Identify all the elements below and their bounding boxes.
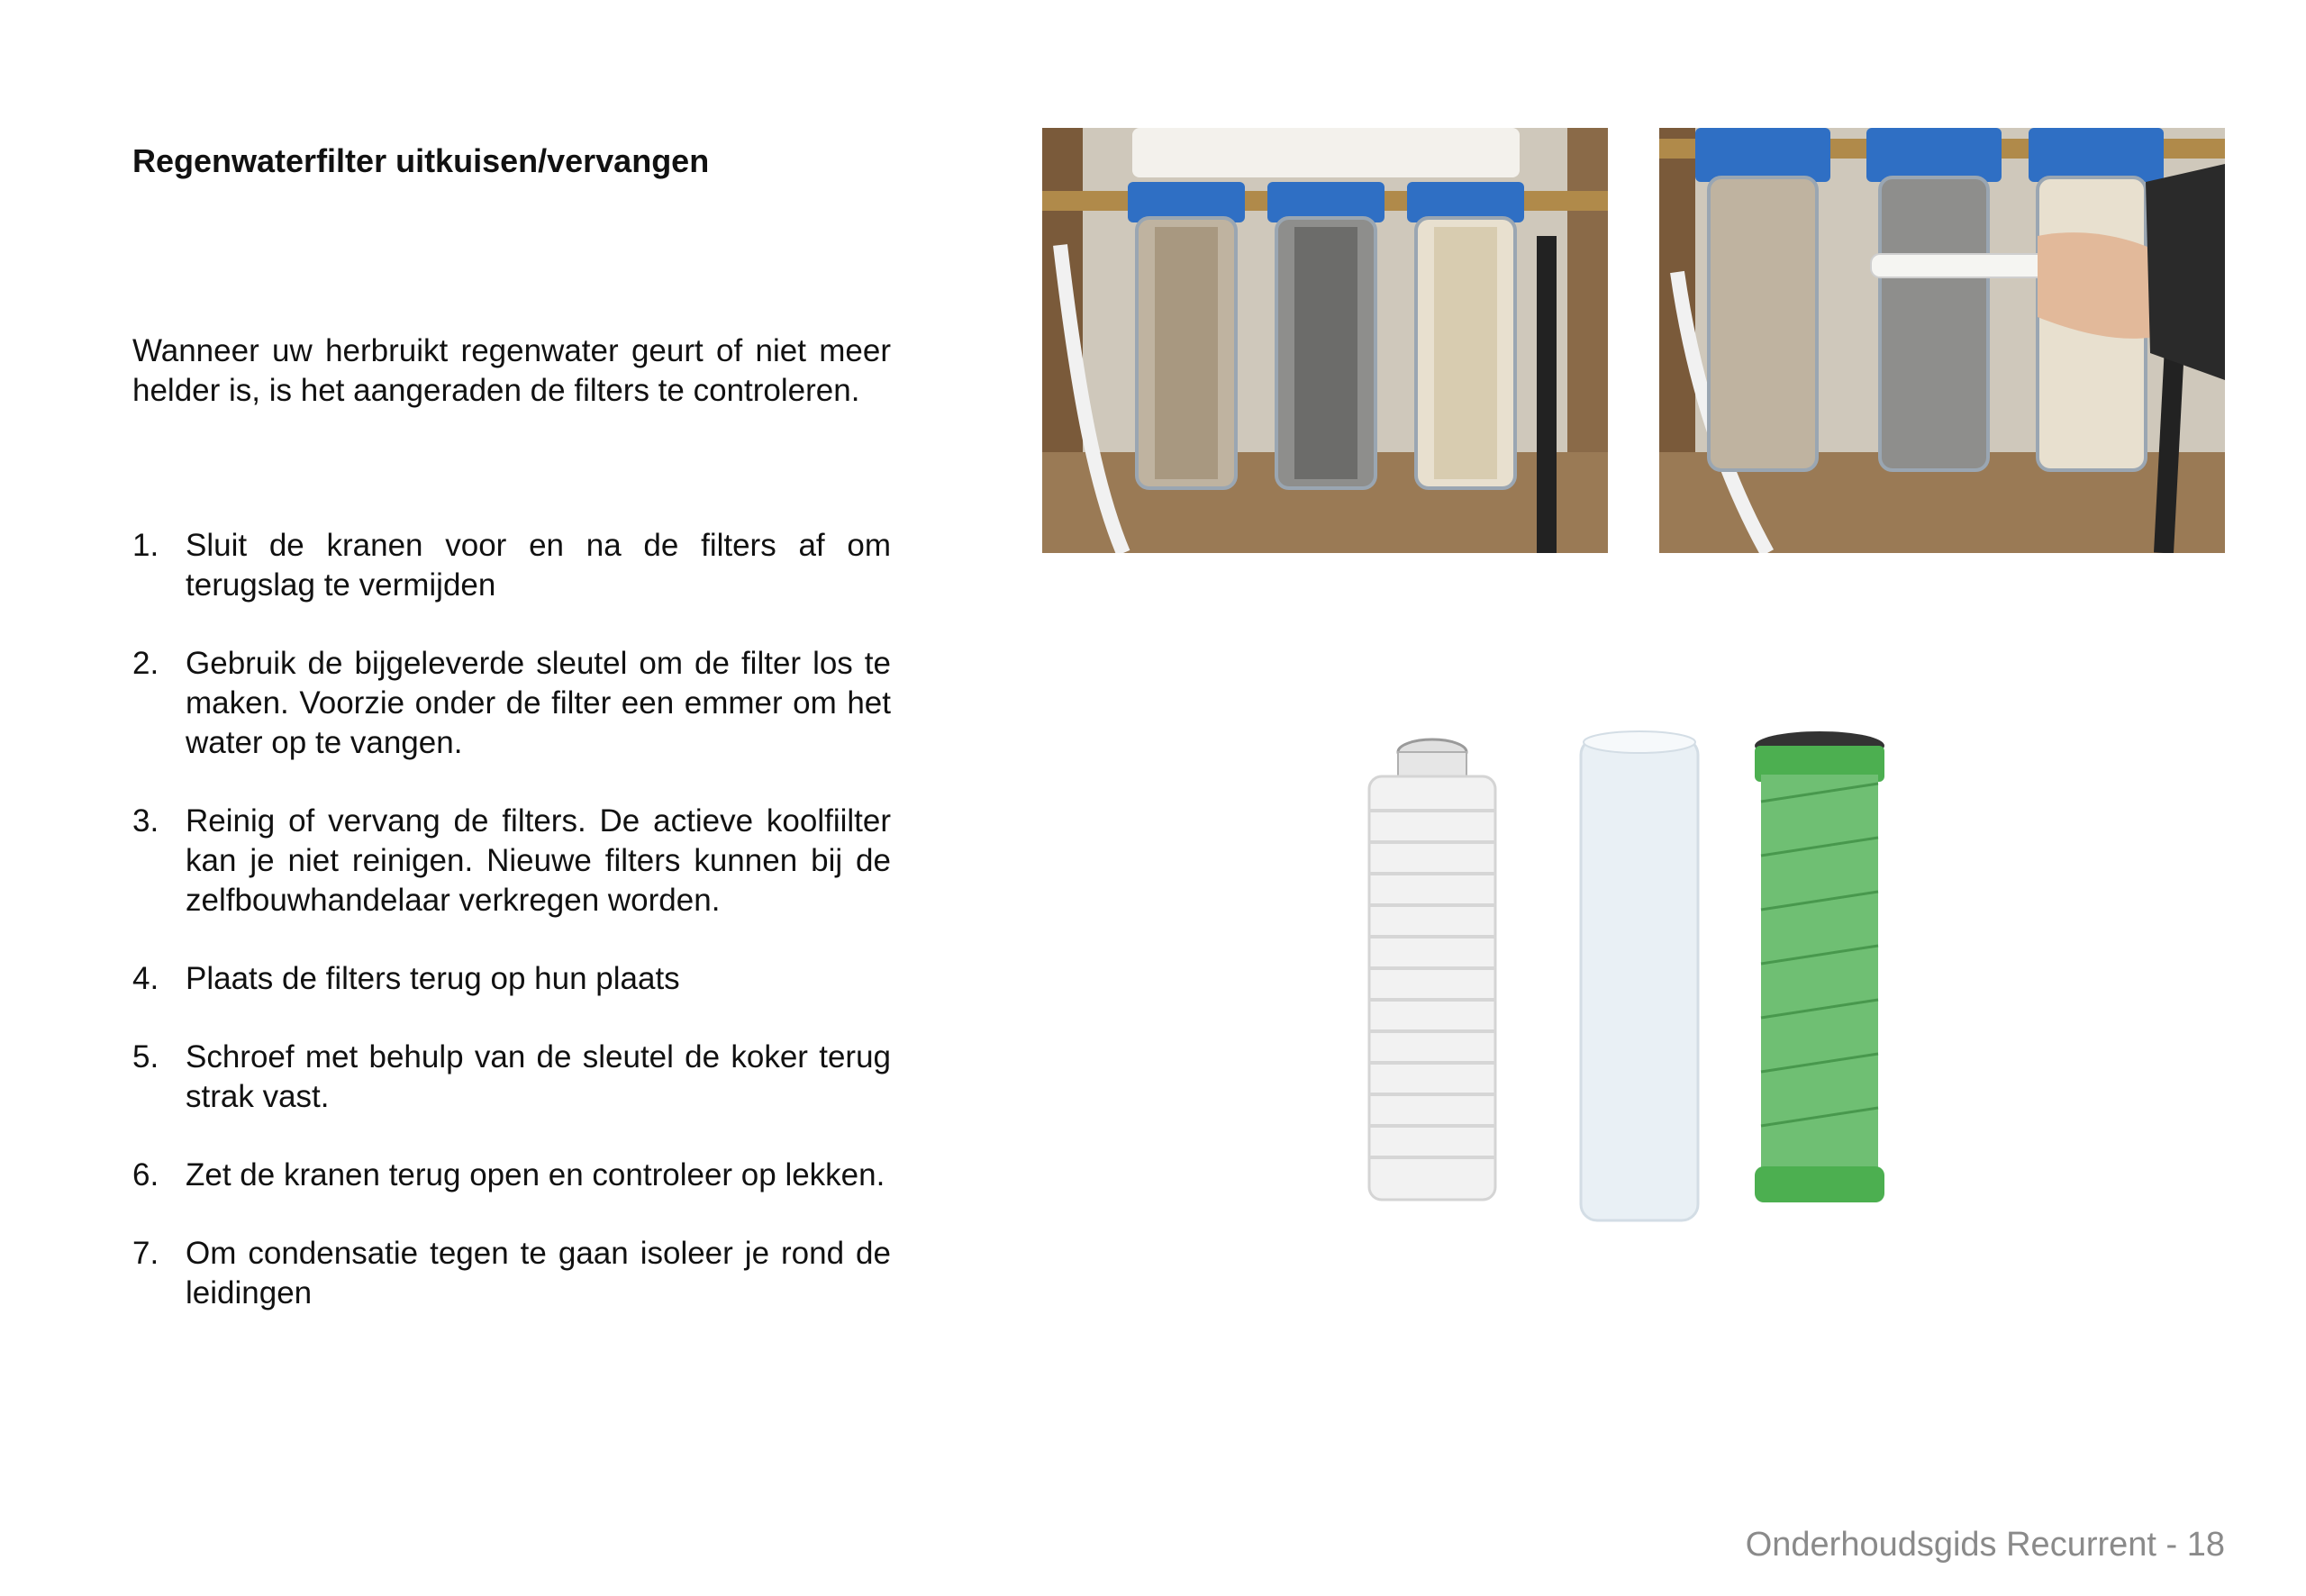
sediment-filter-cartridge <box>1581 731 1698 1220</box>
instruction-list <box>132 526 891 1313</box>
list-item <box>132 1156 891 1195</box>
list-item <box>132 1234 891 1313</box>
list-item <box>132 1038 891 1117</box>
page-footer: Onderhoudsgids Recurrent - 18 <box>1745 1526 2225 1564</box>
filter-housings-photo <box>1042 128 1608 553</box>
carbon-filter-cartridge <box>1755 731 1884 1202</box>
list-item-number: 7. <box>132 1236 159 1271</box>
list-item <box>132 526 891 605</box>
mesh-filter-cartridge <box>1369 739 1495 1200</box>
section-heading: Regenwaterfilter uitkuisen/vervangen <box>132 142 710 179</box>
filter-key-photo <box>1659 128 2225 553</box>
list-item-number: 5. <box>132 1039 159 1075</box>
list-item-number: 4. <box>132 961 159 996</box>
list-item-text: Zet de kranen terug open en controleer op lekken. <box>186 1157 885 1192</box>
list-item-text: Plaats de filters terug op hun plaats <box>186 961 680 996</box>
intro-paragraph: Wanneer uw herbruikt regenwater geurt of niet meer helder is, is het aangeraden de filters te controleren. <box>132 333 891 408</box>
list-item-text: Sluit de kranen voor en na de filters af om terugslag te vermijden <box>186 528 891 603</box>
list-item-text: Schroef met behulp van de sleutel de koker terug strak vast. <box>186 1039 891 1114</box>
list-item-number: 3. <box>132 803 159 839</box>
list-item-text: Om condensatie tegen te gaan isoleer je rond de leidingen <box>186 1236 891 1310</box>
list-item <box>132 644 891 763</box>
list-item <box>132 959 891 999</box>
list-item <box>132 802 891 920</box>
list-item-number: 2. <box>132 646 159 681</box>
list-item-number: 6. <box>132 1157 159 1192</box>
list-item-text: Reinig of vervang de filters. De actieve koolfiilter kan je niet reinigen. Nieuwe filters kunnen bij de zelfbouwhandelaar verkregen worden. <box>186 803 891 918</box>
list-item-text: Gebruik de bijgeleverde sleutel om de filter los te maken. Voorzie onder de filter een emmer om het water op te vangen. <box>186 646 891 760</box>
list-item-number: 1. <box>132 528 159 563</box>
replacement-cartridges-image <box>1351 721 1928 1225</box>
